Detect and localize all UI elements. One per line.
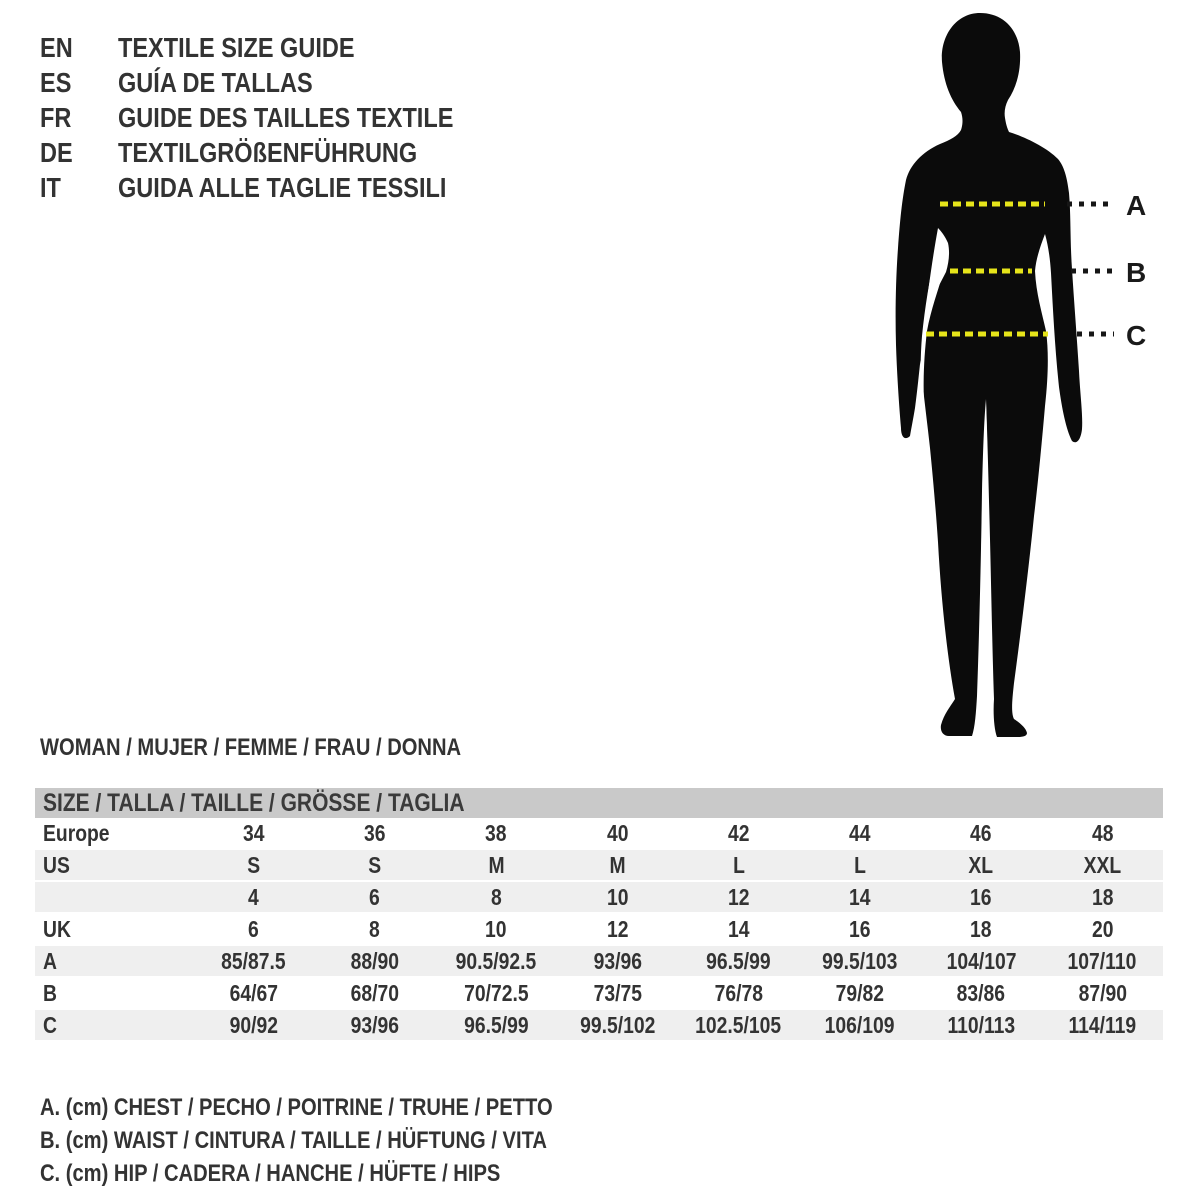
language-code: EN (40, 31, 73, 63)
cell: 46 (970, 819, 992, 846)
cell: 8 (369, 915, 381, 942)
cell: 10 (606, 883, 629, 910)
cell: 34 (242, 819, 265, 846)
table-row-europe (35, 818, 1163, 848)
language-title-list (40, 30, 517, 205)
cell: XL (968, 851, 994, 878)
cell: 96.5/99 (706, 947, 771, 974)
cell: 38 (485, 819, 507, 846)
legend-line-b: B. (cm) WAIST / CINTURA / TAILLE / HÜFTUNG / VITA (40, 1127, 547, 1154)
cell: 18 (1091, 883, 1114, 910)
cell: 14 (727, 915, 750, 942)
cell: 83/86 (956, 979, 1006, 1006)
cell: 90/92 (229, 1011, 278, 1038)
cell: L (732, 851, 745, 878)
cell: 10 (485, 915, 507, 942)
cell: 20 (1091, 915, 1114, 942)
language-code: IT (40, 171, 61, 203)
language-title: TEXTILE SIZE GUIDE (118, 31, 355, 63)
language-row-de (40, 135, 517, 170)
cell: 16 (849, 915, 871, 942)
legend-line-a: A. (cm) CHEST / PECHO / POITRINE / TRUHE / PETTO (40, 1094, 553, 1121)
cell: 48 (1091, 819, 1114, 846)
cell: 96.5/99 (463, 1011, 529, 1038)
language-row-es (40, 65, 517, 100)
row-label: Europe (43, 819, 110, 846)
cell: 106/109 (824, 1011, 895, 1038)
marker-label-b: B (1126, 257, 1147, 288)
marker-label-a: A (1126, 190, 1147, 221)
row-label: UK (43, 915, 71, 942)
cell: L (853, 851, 866, 878)
cell: 93/96 (350, 1011, 400, 1038)
woman-silhouette-graphic (850, 0, 1200, 760)
cell: 107/110 (1067, 947, 1137, 974)
section-title (40, 734, 541, 762)
cell: 6 (369, 883, 381, 910)
cell: 44 (849, 819, 871, 846)
legend-line-c: C. (cm) HIP / CADERA / HANCHE / HÜFTE / HIPS (40, 1160, 501, 1187)
cell: 4 (248, 883, 259, 910)
table-row-uk (35, 914, 1163, 944)
row-label: C (43, 1011, 57, 1038)
cell: 110/113 (947, 1011, 1015, 1038)
measurement-figure (850, 0, 1200, 760)
cell: S (368, 851, 382, 878)
language-code: ES (40, 66, 72, 98)
cell: 104/107 (946, 947, 1017, 974)
cell: 12 (727, 883, 750, 910)
cell: 88/90 (350, 947, 400, 974)
cell: 6 (248, 915, 259, 942)
language-title: GUÍA DE TALLAS (118, 66, 313, 98)
cell: 99.5/103 (822, 947, 898, 974)
cell: 114/119 (1068, 1011, 1137, 1038)
row-label (35, 884, 193, 911)
language-row-it (40, 170, 517, 205)
row-label: A (43, 947, 57, 974)
cell: 64/67 (229, 979, 278, 1006)
cell: 14 (849, 883, 871, 910)
cell: 99.5/102 (579, 1011, 655, 1038)
row-label: B (43, 979, 57, 1006)
cell: 12 (606, 915, 629, 942)
language-code: DE (40, 136, 73, 168)
language-title: TEXTILGRÖßENFÜHRUNG (118, 136, 418, 168)
table-row-us (35, 850, 1163, 880)
size-table-header (35, 788, 1163, 818)
table-row-us-numeric (35, 882, 1163, 912)
section-title-text: WOMAN / MUJER / FEMME / FRAU / DONNA (40, 734, 462, 761)
size-table-rows (35, 818, 1163, 1040)
cell: 18 (970, 915, 992, 942)
cell: M (609, 851, 626, 878)
cell: 79/82 (835, 979, 885, 1006)
cell: 70/72.5 (463, 979, 529, 1006)
table-row-c (35, 1010, 1163, 1040)
language-title: GUIDE DES TAILLES TEXTILE (118, 101, 454, 133)
cell: 73/75 (593, 979, 642, 1006)
table-row-a (35, 946, 1163, 976)
measurement-legend (40, 1091, 650, 1190)
cell: 85/87.5 (221, 947, 286, 974)
cell: XXL (1083, 851, 1122, 878)
cell: 42 (727, 819, 750, 846)
size-table-header-text: SIZE / TALLA / TAILLE / GRÖSSE / TAGLIA (43, 789, 465, 817)
language-code: FR (40, 101, 72, 133)
size-table (35, 788, 1163, 1042)
cell: 16 (970, 883, 992, 910)
cell: 40 (606, 819, 629, 846)
cell: 68/70 (350, 979, 400, 1006)
row-label: US (43, 851, 70, 878)
cell: 87/90 (1078, 979, 1127, 1006)
cell: 102.5/105 (695, 1011, 782, 1038)
cell: 36 (364, 819, 386, 846)
language-row-fr (40, 100, 517, 135)
table-row-b (35, 978, 1163, 1008)
marker-label-c: C (1126, 320, 1147, 351)
cell: 8 (490, 883, 502, 910)
cell: 90.5/92.5 (455, 947, 537, 974)
cell: M (488, 851, 505, 878)
language-row-en (40, 30, 517, 65)
language-title: GUIDA ALLE TAGLIE TESSILI (118, 171, 447, 203)
cell: S (247, 851, 261, 878)
cell: 76/78 (714, 979, 763, 1006)
cell: 93/96 (593, 947, 642, 974)
